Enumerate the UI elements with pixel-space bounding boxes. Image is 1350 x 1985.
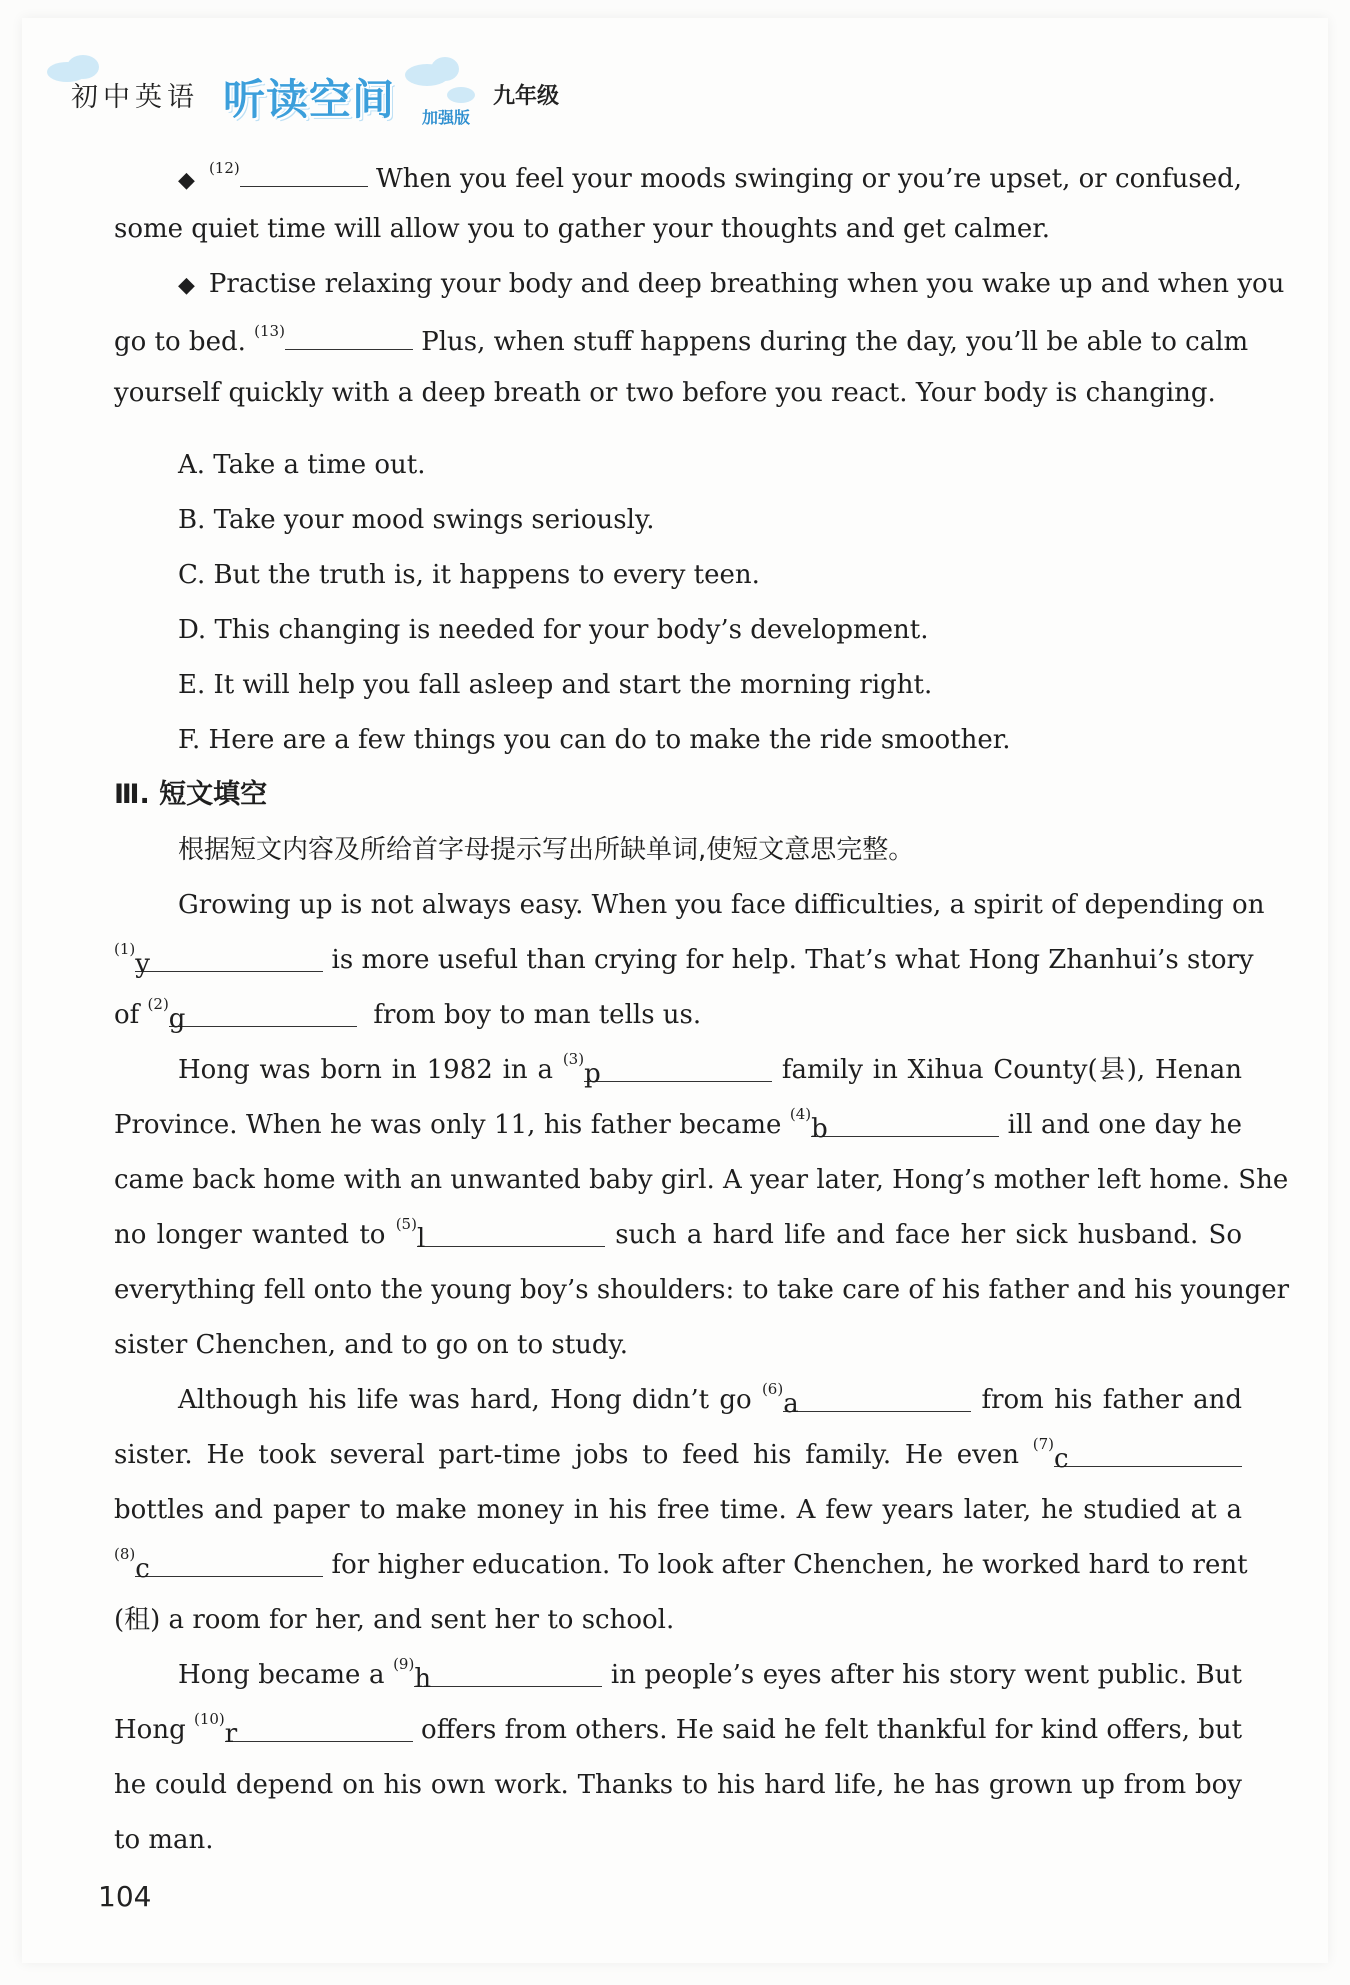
- question-number: (8): [114, 1545, 136, 1564]
- sentence-text: Hong was born in 1982 in a: [178, 1055, 553, 1085]
- p4-line4: to man.: [114, 1825, 214, 1855]
- option-d: D. This changing is needed for your body’s development.: [178, 615, 929, 645]
- question-number: (12): [208, 159, 240, 178]
- option-f: F. Here are a few things you can do to make the ride smoother.: [178, 725, 1011, 755]
- sentence-text: Province. When he was only 11, his father became: [114, 1110, 782, 1140]
- p3-line5: (租) a room for her, and sent her to school.: [114, 1605, 675, 1635]
- sentence-text: for higher education. To look after Chenchen, he worked hard to rent: [331, 1550, 1248, 1580]
- sentence-text: go to bed.: [114, 327, 246, 357]
- hint-letter: l: [416, 1224, 426, 1254]
- hint-letter: r: [224, 1719, 238, 1749]
- series-name: 初中英语: [71, 82, 199, 113]
- sentence-text: is more useful than crying for help. That’s what Hong Zhanhui’s story: [331, 945, 1254, 975]
- p2-line5: everything fell onto the young boy’s shoulders: to take care of his father and his younger: [114, 1275, 1290, 1305]
- sentence-text: Hong became a: [178, 1660, 385, 1690]
- grade-label: 九年级: [493, 84, 560, 109]
- answer-blank-7[interactable]: [1054, 1438, 1242, 1474]
- sentence-text: from his father and: [981, 1385, 1243, 1415]
- p2-line1: [178, 1050, 1243, 1089]
- answer-blank-5[interactable]: [416, 1218, 605, 1254]
- p4-line2: [114, 1710, 1243, 1749]
- p3-line4: [114, 1545, 1248, 1584]
- question-number: (10): [193, 1710, 225, 1729]
- cloud-decoration: [447, 87, 475, 103]
- hint-letter: a: [783, 1389, 799, 1419]
- sentence-text: Plus, when stuff happens during the day, you’ll be able to calm: [421, 327, 1249, 357]
- answer-blank-3[interactable]: [584, 1053, 772, 1089]
- p1-line1: Growing up is not always easy. When you face difficulties, a spirit of depending on: [178, 890, 1265, 920]
- answer-blank-1[interactable]: [135, 943, 323, 979]
- sentence-text: no longer wanted to: [114, 1220, 386, 1250]
- option-b: B. Take your mood swings seriously.: [178, 505, 655, 535]
- bullet-tip-line3: yourself quickly with a deep breath or two before you react. Your body is changing.: [114, 378, 1216, 408]
- question-number: (13): [254, 322, 285, 341]
- section-title: Ⅲ. 短文填空: [114, 779, 268, 810]
- cloud-decoration: [431, 57, 459, 81]
- p3-line3: bottles and paper to make money in his free time. A few years later, he studied at a: [114, 1495, 1242, 1525]
- edition-label: 加强版: [422, 108, 471, 127]
- answer-blank-6[interactable]: [783, 1383, 971, 1419]
- page-number: 104: [98, 1880, 152, 1913]
- hint-letter: c: [1054, 1444, 1069, 1474]
- p4-line3: he could depend on his own work. Thanks to his hard life, he has grown up from boy: [114, 1770, 1242, 1800]
- hint-letter: y: [135, 949, 150, 979]
- question-number: (7): [1032, 1435, 1054, 1454]
- bullet-q12-line1: [178, 158, 1242, 198]
- question-number: (5): [395, 1215, 417, 1234]
- p3-line2: [114, 1435, 1242, 1474]
- sentence-text: of: [114, 1000, 140, 1030]
- option-c: C. But the truth is, it happens to every teen.: [178, 560, 760, 590]
- answer-blank-2[interactable]: [168, 998, 357, 1034]
- p2-line3: came back home with an unwanted baby girl. A year later, Hong’s mother left home. She: [114, 1165, 1289, 1195]
- sentence-text: offers from others. He said he felt thankful for kind offers, but: [421, 1715, 1243, 1745]
- sentence-text: in people’s eyes after his story went public. But: [610, 1660, 1242, 1690]
- hint-letter: g: [168, 1004, 186, 1034]
- question-number: (1): [114, 940, 136, 959]
- p2-line4: [114, 1215, 1242, 1254]
- diamond-bullet-icon: ◆: [178, 168, 195, 193]
- p2-line6: sister Chenchen, and to go on to study.: [114, 1330, 629, 1360]
- section-instruction: 根据短文内容及所给首字母提示写出所缺单词,使短文意思完整。: [178, 835, 915, 865]
- page-header: [45, 55, 645, 135]
- sentence-text: Although his life was hard, Hong didn’t go: [178, 1385, 752, 1415]
- p2-line2: [114, 1105, 1243, 1144]
- answer-blank-12[interactable]: [240, 158, 368, 187]
- sentence-text: from boy to man tells us.: [373, 1000, 702, 1030]
- hint-letter: p: [584, 1059, 601, 1089]
- question-number: (4): [789, 1105, 812, 1124]
- question-number: (6): [761, 1380, 784, 1399]
- question-number: (9): [393, 1655, 415, 1674]
- answer-blank-4[interactable]: [811, 1108, 999, 1144]
- sentence-text: Hong: [114, 1715, 186, 1745]
- sentence-text: such a hard life and face her sick husband. So: [615, 1220, 1242, 1250]
- option-a: A. Take a time out.: [178, 450, 426, 480]
- sentence-text: family in Xihua County(县), Henan: [781, 1055, 1243, 1085]
- sentence-text: When you feel your moods swinging or you’re upset, or confused,: [376, 164, 1242, 194]
- p4-line1: [178, 1655, 1242, 1694]
- answer-blank-9[interactable]: [414, 1658, 602, 1694]
- bullet-tip-line1: [178, 267, 1285, 303]
- sentence-text: sister. He took several part-time jobs to feed his family. He even: [114, 1440, 1019, 1470]
- p3-line1: [178, 1380, 1243, 1419]
- question-number: (3): [562, 1050, 585, 1069]
- hint-letter: h: [414, 1664, 432, 1694]
- answer-blank-8[interactable]: [135, 1548, 323, 1584]
- hint-letter: c: [135, 1554, 150, 1584]
- sentence-text: ill and one day he: [1007, 1110, 1243, 1140]
- brand-logo-text: 听读空间: [223, 75, 396, 124]
- p1-line2: [114, 940, 1254, 979]
- bullet-tip-line2: [114, 321, 1249, 359]
- answer-blank-13[interactable]: [285, 321, 413, 350]
- diamond-bullet-icon: ◆: [178, 273, 195, 298]
- option-e: E. It will help you fall asleep and start the morning right.: [178, 670, 933, 700]
- hint-letter: b: [811, 1114, 828, 1144]
- bullet-q12-line2: some quiet time will allow you to gather your thoughts and get calmer.: [114, 214, 1051, 244]
- question-number: (2): [147, 995, 169, 1014]
- sentence-text: Practise relaxing your body and deep breathing when you wake up and when you: [208, 269, 1285, 299]
- answer-blank-10[interactable]: [224, 1713, 413, 1749]
- p1-line3: [114, 995, 702, 1034]
